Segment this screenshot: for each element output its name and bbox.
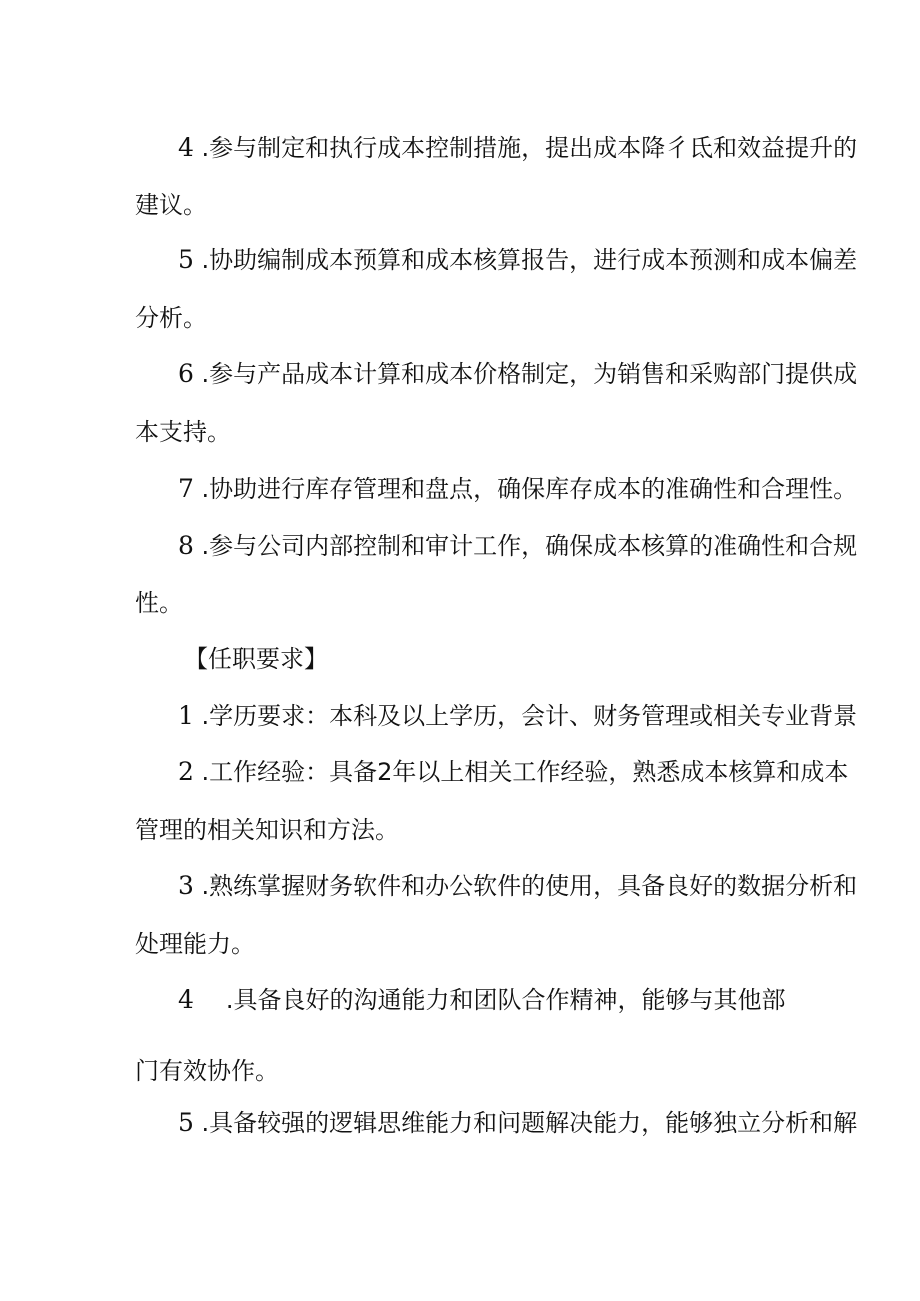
duty-item-8-number: 8 <box>178 531 194 560</box>
requirement-item-5-line-1 <box>178 1108 857 1138</box>
requirement-item-4-line-2: 门有效协作。 <box>135 1057 279 1085</box>
requirement-item-4-text: .具备良好的沟通能力和团队合作精神，能够与其他部 <box>225 986 786 1014</box>
duty-item-5-line-2: 分析。 <box>135 304 207 332</box>
requirement-item-2-line-2: 管理的相关知识和方法。 <box>135 816 399 844</box>
duty-item-6-line-1 <box>178 359 857 389</box>
duty-item-7-line-1 <box>178 474 857 504</box>
requirement-item-5-number: 5 <box>178 1108 194 1137</box>
duty-item-8-text: .参与公司内部控制和审计工作，确保成本核算的准确性和合规 <box>193 532 858 560</box>
requirement-item-1-number: 1 <box>178 701 194 730</box>
duty-item-8-line-1 <box>178 531 857 561</box>
duty-item-7-number: 7 <box>178 474 194 503</box>
requirement-item-4-line-1 <box>178 985 786 1015</box>
duty-item-4-text: .参与制定和执行成本控制措施，提出成本降彳氐和效益提升的 <box>193 134 858 162</box>
requirement-item-2-line-1 <box>178 757 848 787</box>
requirement-item-3-number: 3 <box>178 871 194 900</box>
duty-item-6-number: 6 <box>178 359 194 388</box>
requirement-item-2-text: .工作经验：具备2年以上相关工作经验，熟悉成本核算和成本 <box>193 758 849 786</box>
duty-item-4-line-1 <box>178 133 857 163</box>
requirements-heading: 【任职要求】 <box>184 645 328 673</box>
duty-item-6-text: .参与产品成本计算和成本价格制定，为销售和采购部门提供成 <box>193 360 858 388</box>
duty-item-4-line-2: 建议。 <box>135 191 207 219</box>
requirement-item-1-text: .学历要求：本科及以上学历，会计、财务管理或相关专业背景 <box>193 702 858 730</box>
requirement-item-1-line-1 <box>178 701 857 731</box>
requirement-item-3-text: .熟练掌握财务软件和办公软件的使用，具备良好的数据分析和 <box>193 872 858 900</box>
requirement-item-4-number: 4 <box>178 985 194 1014</box>
duty-item-7-text: .协助进行库存管理和盘点，确保库存成本的准确性和合理性。 <box>193 475 858 503</box>
duty-item-5-text: .协助编制成本预算和成本核算报告，进行成本预测和成本偏差 <box>193 246 858 274</box>
requirement-item-2-number: 2 <box>178 757 194 786</box>
duty-item-5-line-1 <box>178 245 857 275</box>
duty-item-6-line-2: 本支持。 <box>135 418 231 446</box>
duty-item-4-number: 4 <box>178 133 194 162</box>
requirement-item-3-line-2: 处理能力。 <box>135 930 255 958</box>
duty-item-5-number: 5 <box>178 245 194 274</box>
requirement-item-3-line-1 <box>178 871 857 901</box>
requirement-item-5-text: .具备较强的逻辑思维能力和问题解决能力，能够独立分析和解 <box>193 1109 858 1137</box>
duty-item-8-line-2: 性。 <box>135 589 183 617</box>
